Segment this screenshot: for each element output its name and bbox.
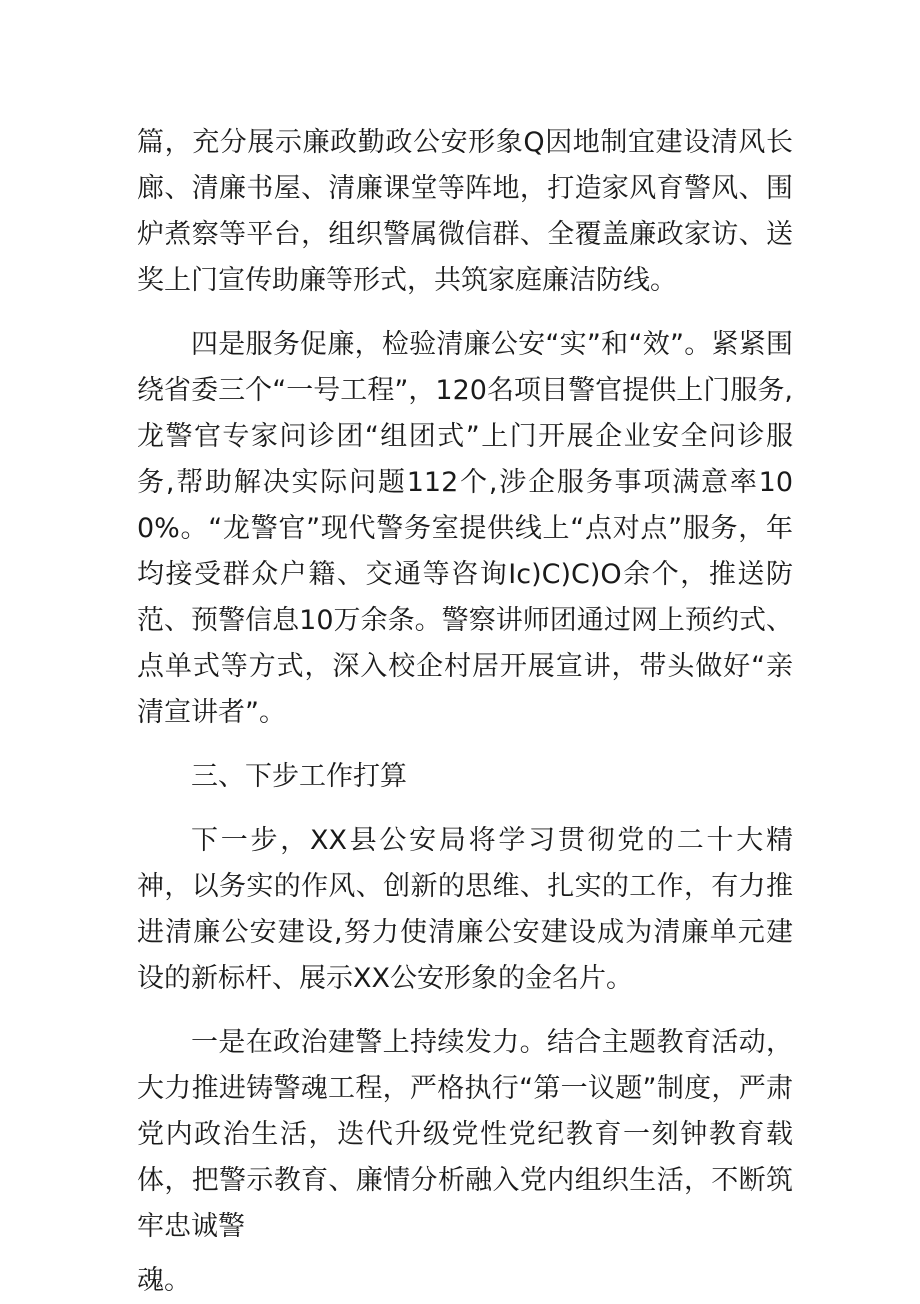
paragraph-next-step-overview: 下一步，XX县公安局将学习贯彻党的二十大精神，以务实的作风、创新的思维、扎实的工作，有力推进清廉公安建设,努力使清廉公安建设成为清廉单元建设的新标杆、展示XX公安形象的金名片。 (137, 825, 793, 994)
section-heading-next-steps: 三、下步工作打算 (191, 761, 407, 792)
paragraph-family-integrity: 篇，充分展示廉政勤政公安形象Q因地制宜建设清风长廊、清廉书屋、清廉课堂等阵地，打造家风育警风、围炉煮察等平台，组织警属微信群、全覆盖廉政家访、送奖上门宣传助廉等形式，共筑家庭廉洁防线。 (137, 127, 793, 296)
paragraph-service-integrity: 四是服务促廉，检验清廉公安“实”和“效”。紧紧围绕省委三个“一号工程”，120名项目警官提供上门服务,龙警官专家问诊团“组团式”上门开展企业安全问诊服务,帮助解决实际问题112个,涉企服务事项满意率100%。“龙警官”现代警务室提供线上“点对点”服务，年均接受群众户籍、交通等咨询Ic)C)C)O余个，推送防范、预警信息10万余条。警察讲师团通过网上预约式、点单式等方式，深入校企村居开展宣讲，带头做好“亲清宣讲者”。 (137, 329, 793, 728)
paragraph-political-building: 一是在政治建警上持续发力。结合主题教育活动，大力推进铸警魂工程，严格执行“第一议题”制度，严肃党内政治生活，迭代升级党性党纪教育一刻钟教育载体，把警示教育、廉情分析融入党内组织生活，不断筑牢忠诚警 (137, 1027, 793, 1242)
paragraph-tail-fragment: 魂。 (137, 1265, 191, 1296)
document-body (137, 120, 793, 1304)
